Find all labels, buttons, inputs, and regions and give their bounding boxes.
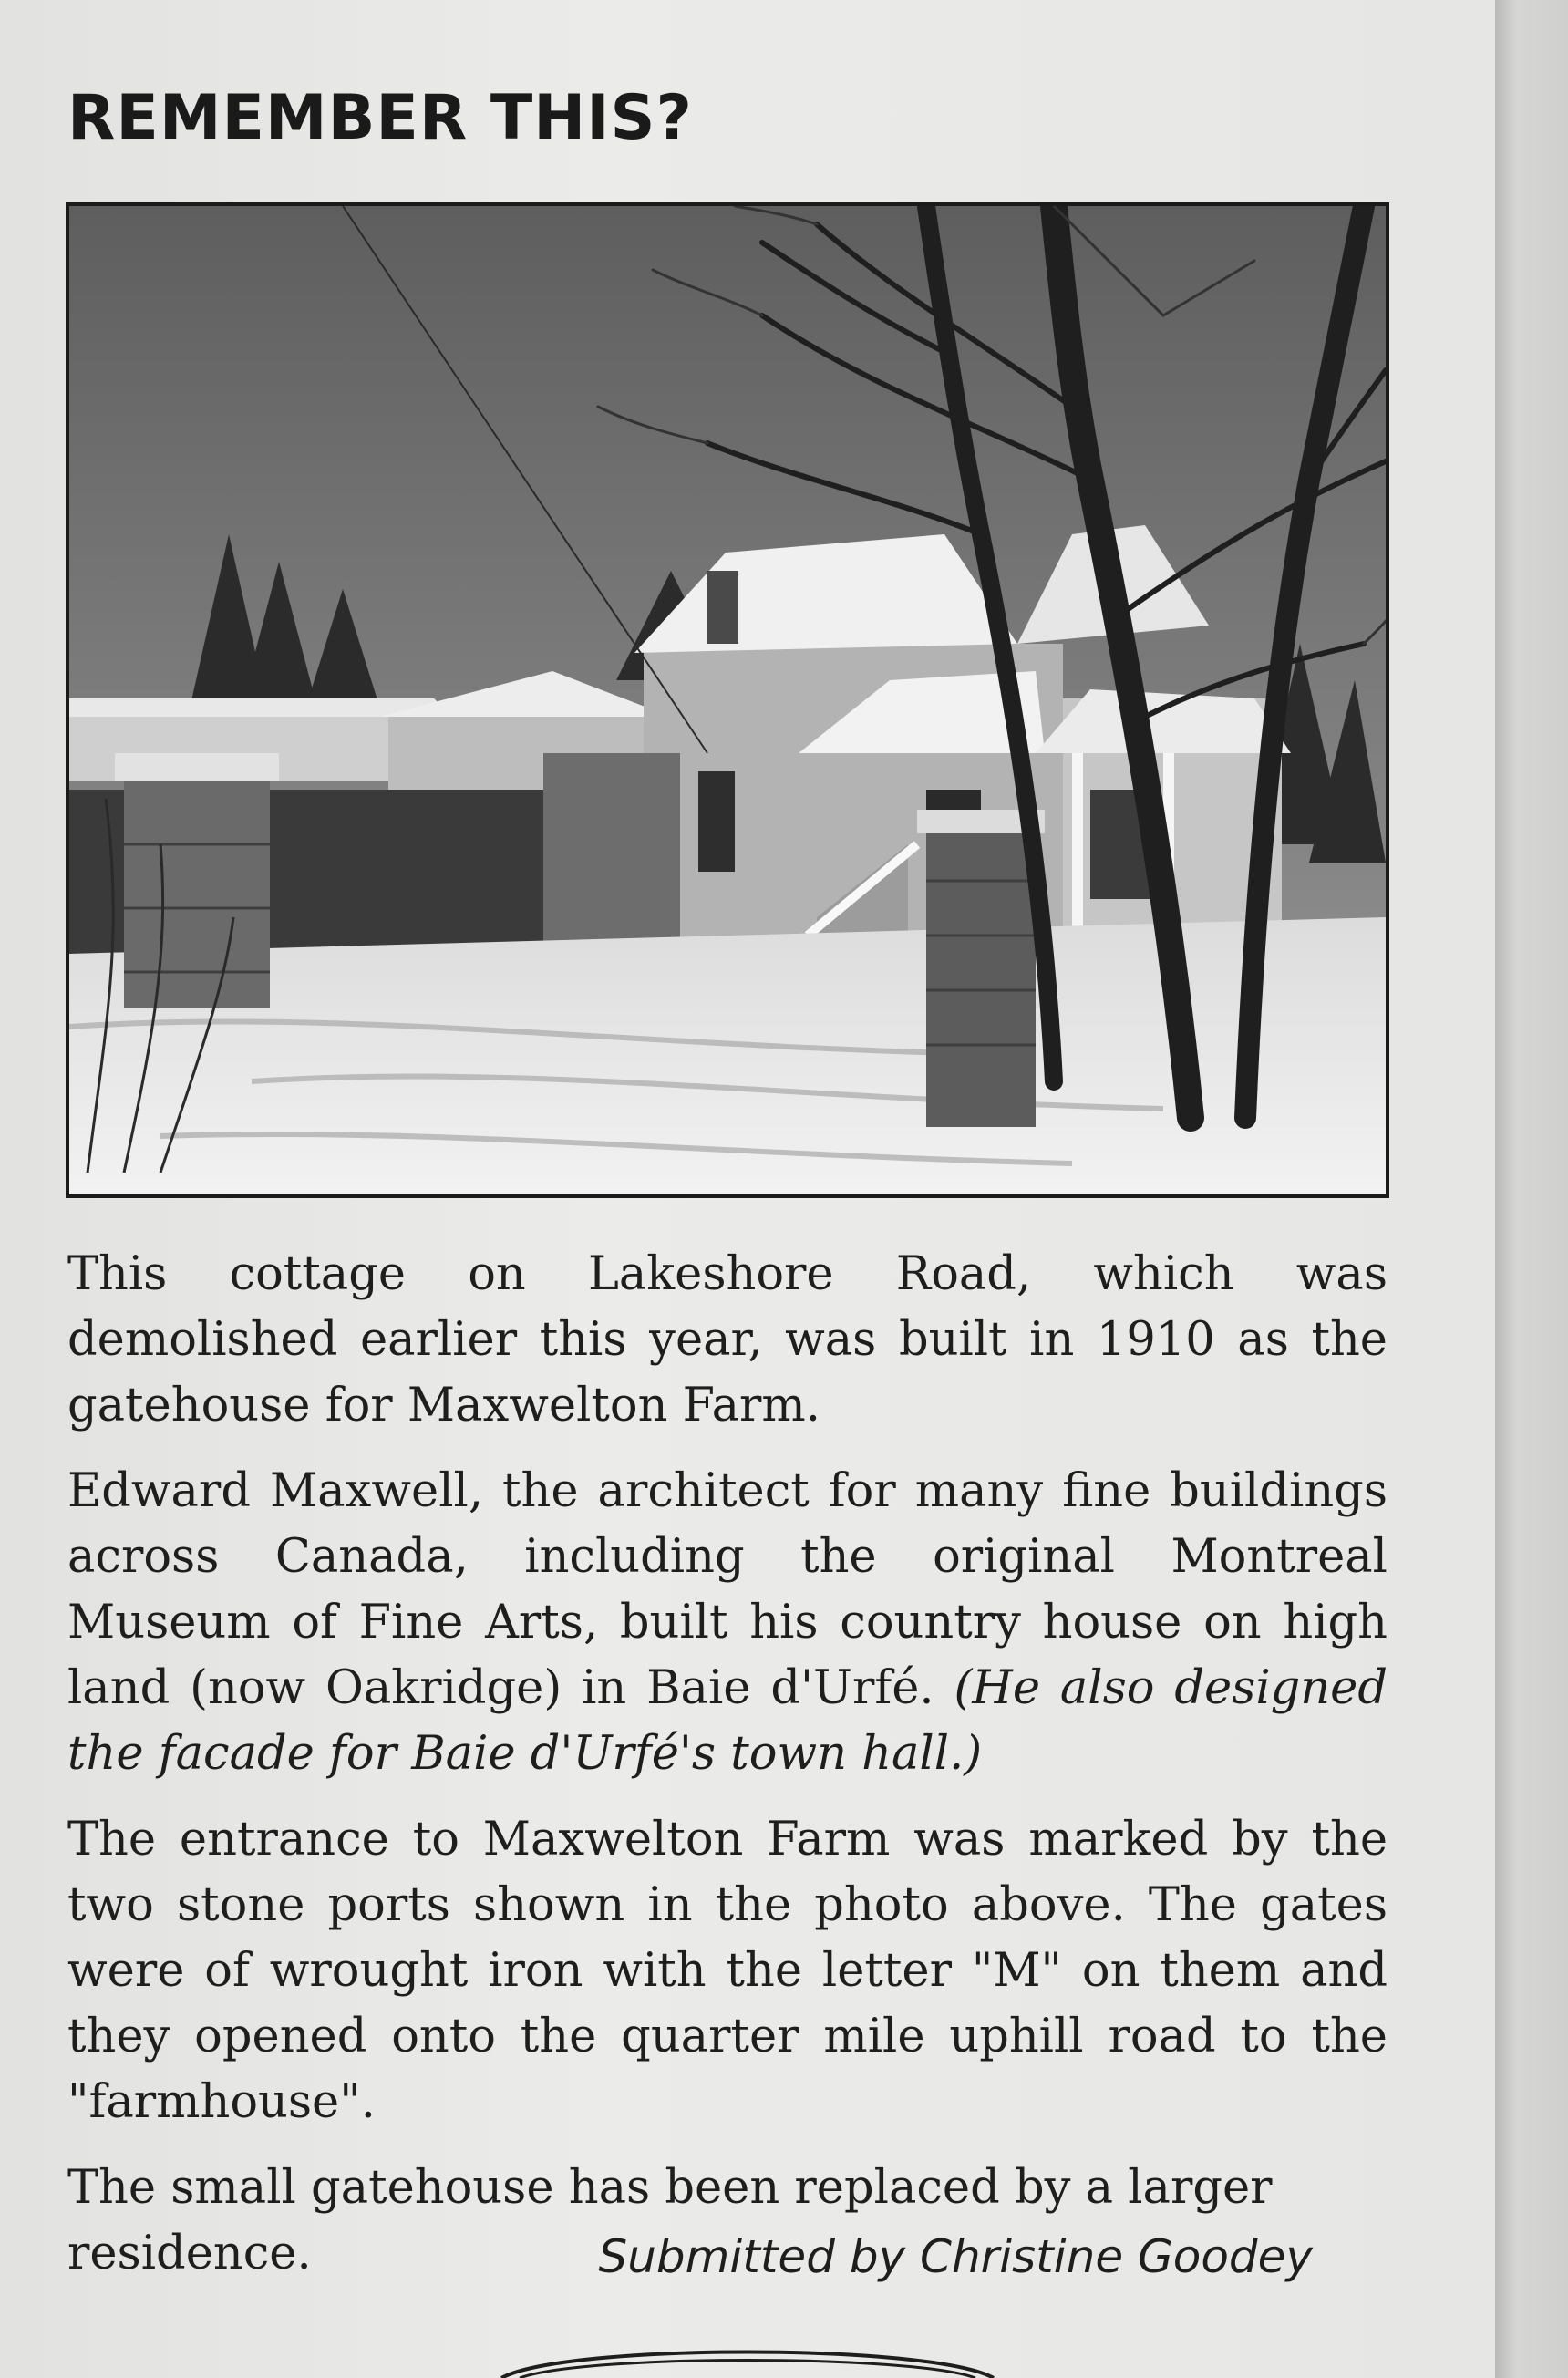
paragraph-2-text: Edward Maxwell, the architect for many fine buildings across Canada, including the original Montreal Museum of Fine Arts, built his country house on high land (now Oakridge) in Baie d'Urfé. (67, 1464, 1387, 1715)
article-photo (66, 202, 1389, 1198)
paragraph-2 (67, 1459, 1387, 1787)
paragraph-2-italic-note: (He also designed the facade for Baie d'Urfé's town hall.) (67, 1661, 1387, 1781)
article-body (67, 1242, 1387, 2307)
paragraph-1 (67, 1242, 1387, 1439)
paragraph-4-text: The small gatehouse has been replaced by a larger residence. (67, 2161, 1273, 2280)
article-title: REMEMBER THIS? (67, 82, 693, 154)
paragraph-1-text: This cottage on Lakeshore Road, which was demolished earlier this year, was built in 1910 as the gatehouse for Maxwelton Farm. (67, 1247, 1387, 1432)
next-item-border-arc (492, 2334, 1003, 2378)
article-signature: Submitted by Christine Goodey (598, 2230, 1313, 2283)
paragraph-3 (67, 1807, 1387, 2135)
gatehouse-photo-illustration (69, 206, 1386, 1194)
paragraph-3-text: The entrance to Maxwelton Farm was marked by the two stone ports shown in the photo above. The gates were of wrought iron with the letter "M" on them and they opened onto the quarter mile uphill road to the "farmhouse". (67, 1813, 1387, 2129)
adjacent-page-edge (1495, 0, 1568, 2378)
